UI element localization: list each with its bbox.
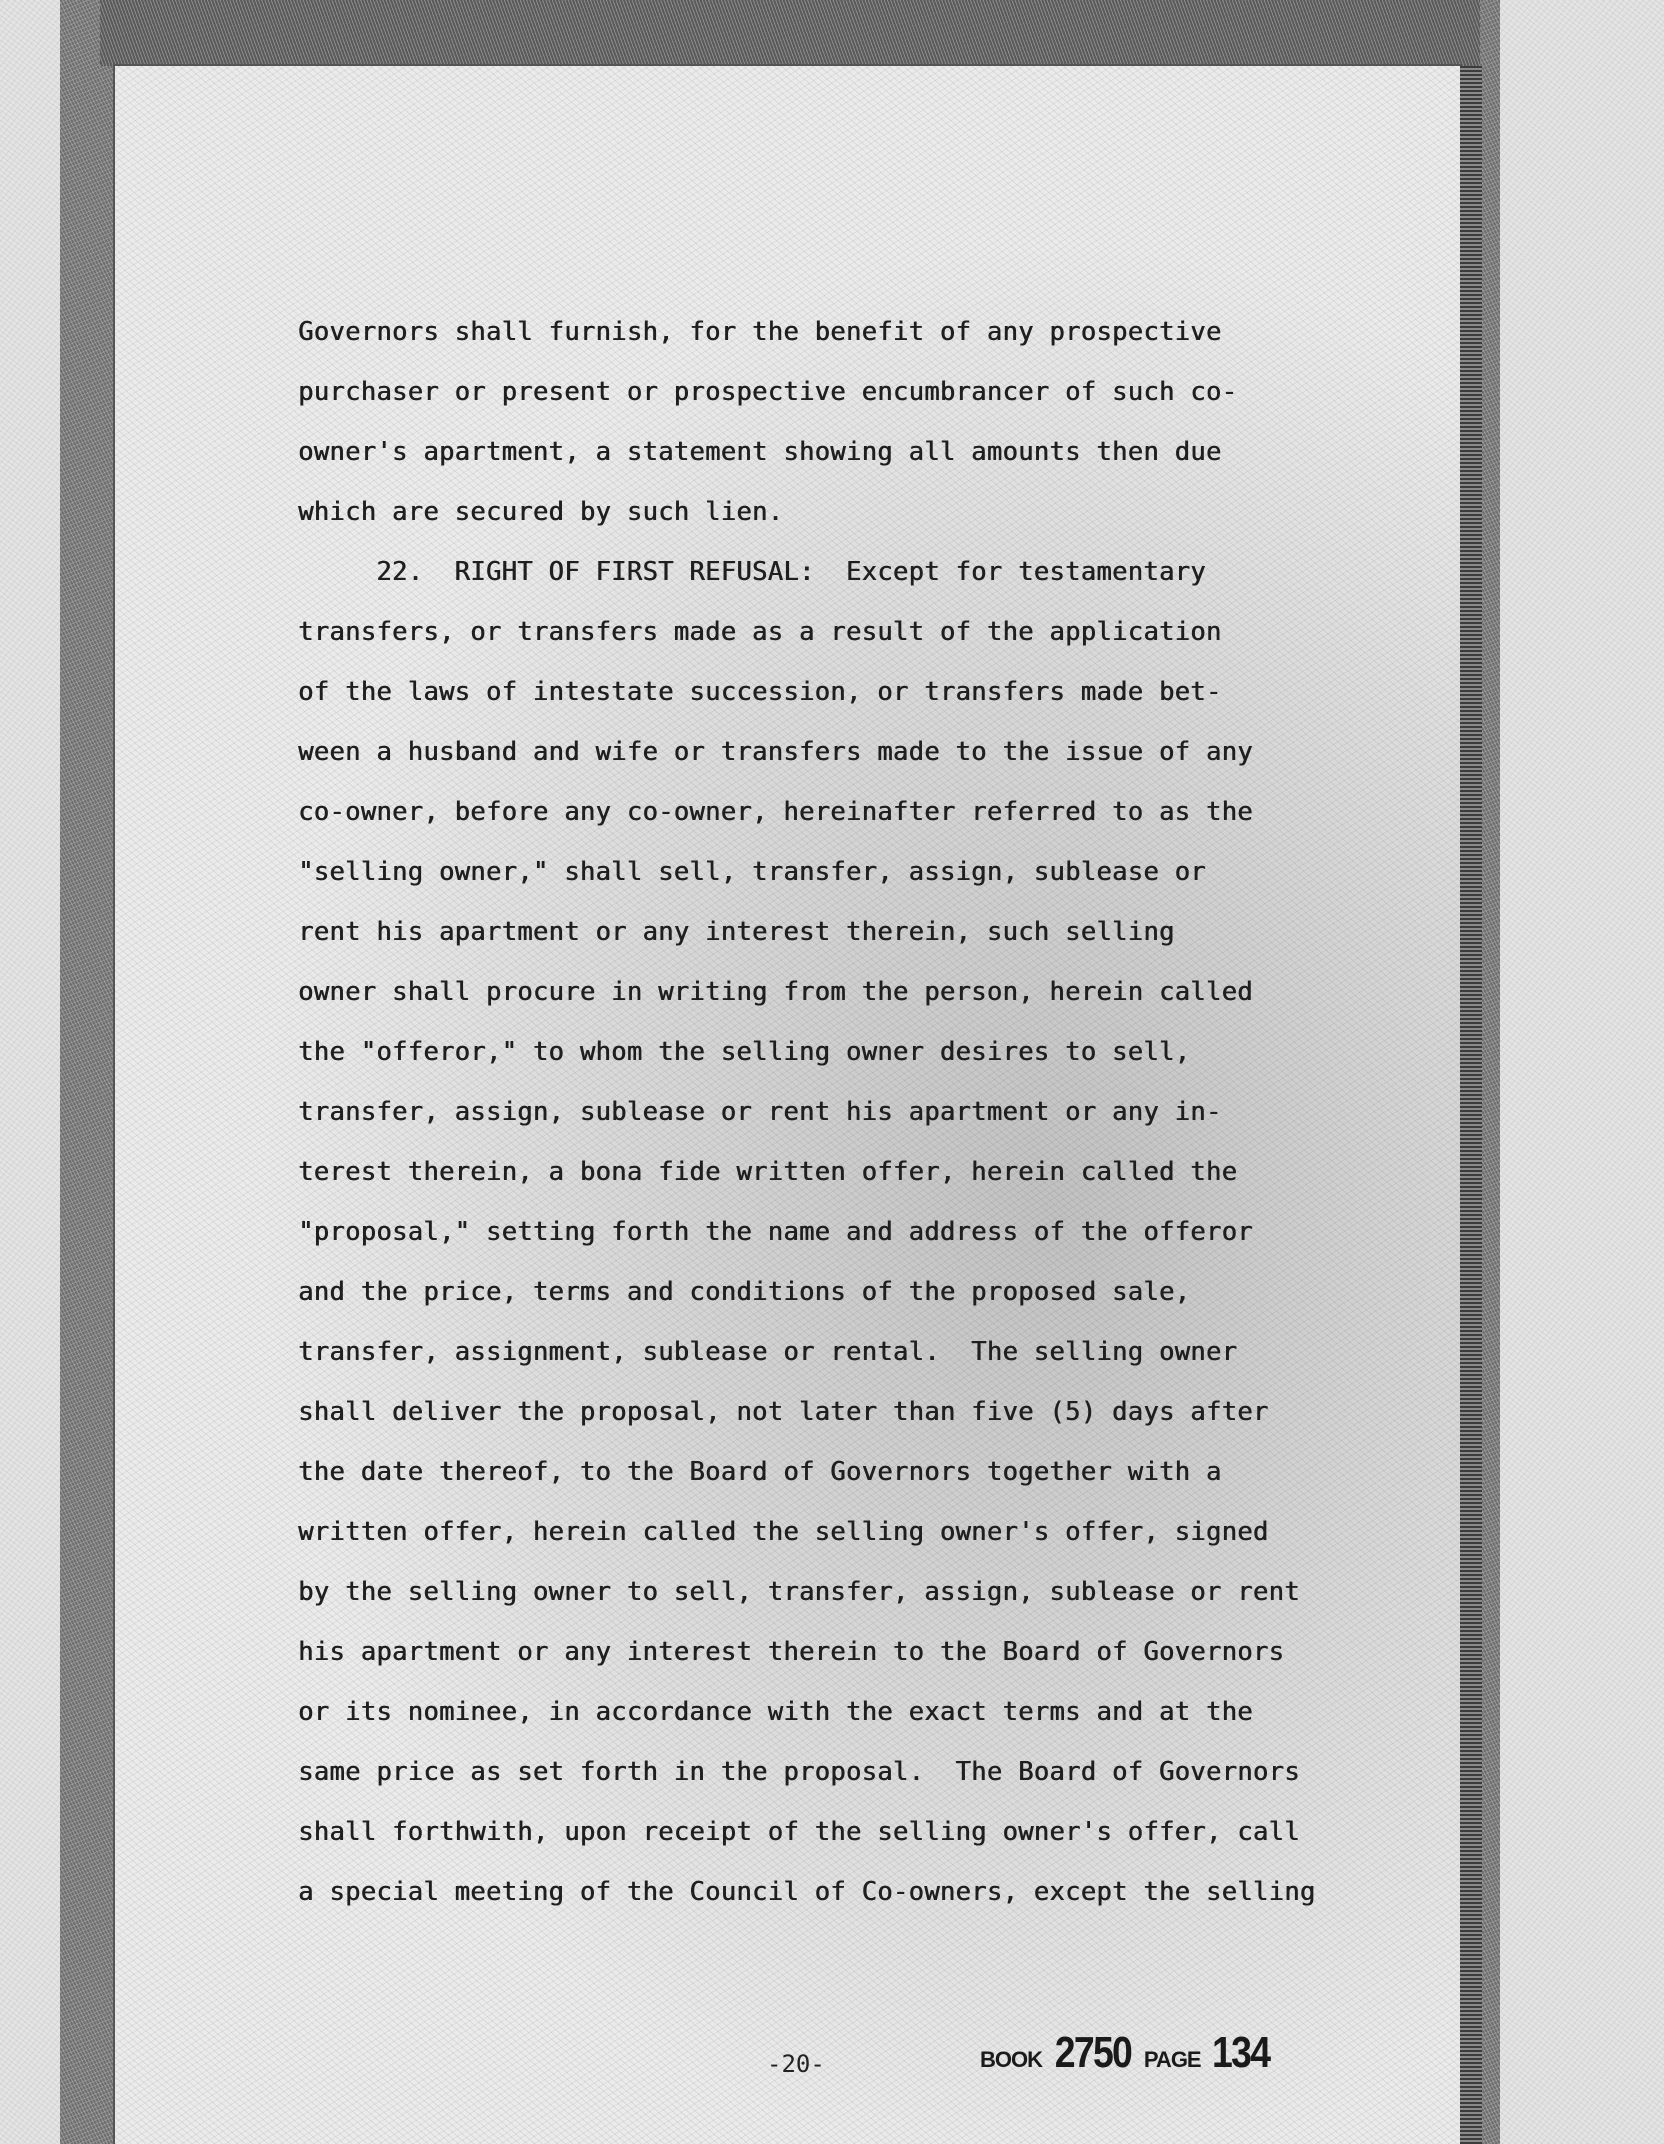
text-line: owner shall procure in writing from the person, herein called [298, 977, 1253, 1007]
section-heading-line: 22. RIGHT OF FIRST REFUSAL: Except for testamentary [298, 557, 1206, 587]
text-line: transfer, assignment, sublease or rental. The selling owner [298, 1337, 1238, 1367]
text-line: the date thereof, to the Board of Governors together with a [298, 1457, 1222, 1487]
text-line: written offer, herein called the selling owner's offer, signed [298, 1517, 1269, 1547]
text-line: purchaser or present or prospective encumbrancer of such co- [298, 377, 1238, 407]
page-right-edge [1460, 66, 1482, 2144]
text-line: same price as set forth in the proposal. The Board of Governors [298, 1757, 1300, 1787]
text-line: owner's apartment, a statement showing all amounts then due [298, 437, 1222, 467]
recording-stamp [980, 2028, 1274, 2078]
text-line: by the selling owner to sell, transfer, assign, sublease or rent [298, 1577, 1300, 1607]
body-text [298, 302, 1358, 1922]
text-line: shall forthwith, upon receipt of the selling owner's offer, call [298, 1817, 1300, 1847]
text-line: and the price, terms and conditions of the proposed sale, [298, 1277, 1191, 1307]
text-line: shall deliver the proposal, not later than five (5) days after [298, 1397, 1269, 1427]
text-line: transfers, or transfers made as a result of the application [298, 617, 1222, 647]
text-line: terest therein, a bona fide written offer, herein called the [298, 1157, 1238, 1187]
text-line: of the laws of intestate succession, or transfers made bet- [298, 677, 1222, 707]
text-line: his apartment or any interest therein to the Board of Governors [298, 1637, 1285, 1667]
text-line: which are secured by such lien. [298, 497, 784, 527]
text-line: Governors shall furnish, for the benefit of any prospective [298, 317, 1222, 347]
text-line: co-owner, before any co-owner, hereinafter referred to as the [298, 797, 1253, 827]
text-line: or its nominee, in accordance with the exact terms and at the [298, 1697, 1253, 1727]
text-line: transfer, assign, sublease or rent his apartment or any in- [298, 1097, 1222, 1127]
page-label: PAGE [1143, 2047, 1201, 2072]
text-line: a special meeting of the Council of Co-owners, except the selling [298, 1877, 1316, 1907]
book-label: BOOK [980, 2047, 1042, 2072]
text-line: "selling owner," shall sell, transfer, assign, sublease or [298, 857, 1206, 887]
text-line: "proposal," setting forth the name and address of the offeror [298, 1217, 1253, 1247]
top-scan-edge [100, 0, 1480, 66]
text-line: rent his apartment or any interest therein, such selling [298, 917, 1175, 947]
recording-page-number: 134 [1211, 2028, 1269, 2077]
text-line: the "offeror," to whom the selling owner desires to sell, [298, 1037, 1191, 1067]
text-line: ween a husband and wife or transfers made to the issue of any [298, 737, 1253, 767]
page-number: -20- [767, 2050, 825, 2078]
book-number: 2750 [1054, 2028, 1132, 2077]
